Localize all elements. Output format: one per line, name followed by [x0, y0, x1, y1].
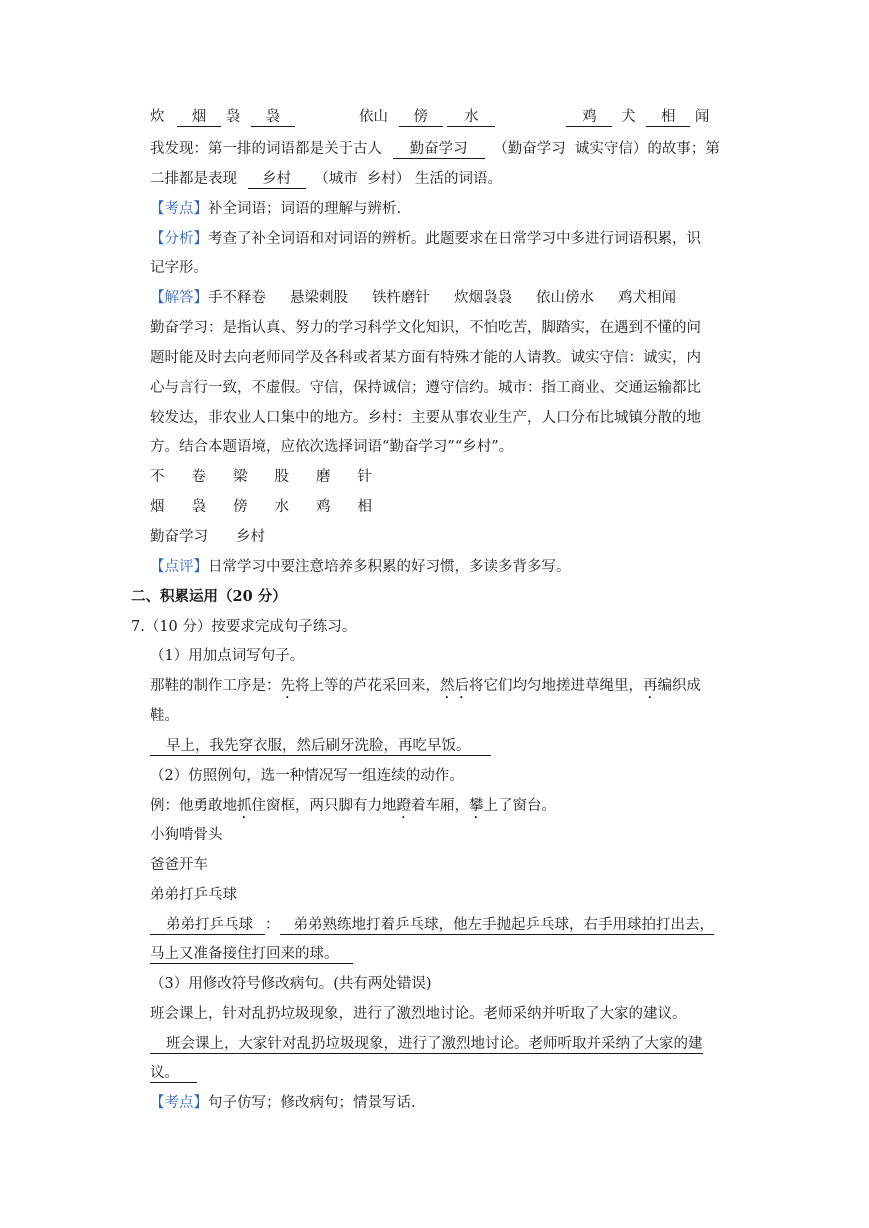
text: 将上等的芦花采回来， [295, 678, 440, 694]
answer-label: 弟弟打乒乓球 [150, 916, 265, 935]
jieda-word: 悬梁刺股 [290, 290, 348, 306]
dotted-word: 然后 [440, 678, 469, 694]
answer-char: 磨 [316, 469, 331, 485]
q7-sub2-answer-1 [150, 915, 714, 935]
tag-label: 【考点】 [150, 1095, 208, 1111]
blank-answer: 傍 [399, 108, 443, 127]
answer-char: 袅 [191, 499, 206, 515]
explain-line: 方。结合本题语境，应依次选择词语“勤奋学习”“乡村”。 [150, 439, 514, 455]
discover-line-1 [150, 139, 720, 159]
text: 补全词语；词语的理解与辨析. [208, 201, 402, 217]
text: 记字形。 [150, 260, 208, 276]
blank-answer: 鸡 [566, 108, 612, 127]
explain-line: 勤奋学习：是指认真、努力的学习科学文化知识，不怕吃苦，脚踏实，在遇到不懂的问 [150, 320, 701, 336]
text: 着车厢， [411, 798, 469, 814]
char: 依山 [359, 109, 389, 125]
jieda-line [150, 288, 676, 308]
explain-line: 较发达，非农业人口集中的地方。乡村：主要从事农业生产，人口分布比城镇分散的地 [150, 410, 701, 426]
jieda-word: 依山傍水 [536, 290, 594, 306]
q7-sub2-answer-2 [150, 944, 353, 964]
answer-line: 早上，我先穿衣服，然后刷牙洗脸，再吃早饭。 [150, 737, 491, 756]
q7-sub3-answer-1 [150, 1034, 703, 1054]
blank-answer: 袅 [251, 108, 295, 127]
answer-char: 股 [274, 469, 289, 485]
dianping [150, 557, 571, 577]
text: 那鞋的制作工序是： [150, 678, 281, 694]
text: 句子仿写；修改病句；情景写话. [208, 1095, 416, 1111]
dotted-word: 蹬 [396, 798, 411, 814]
kaodian-1 [150, 199, 401, 219]
char: 犬 [621, 109, 636, 125]
q7-sub2-option: 弟弟打乒乓球 [150, 887, 237, 903]
jieda-word: 手不释卷 [208, 290, 266, 306]
tag-label: 【分析】 [150, 231, 208, 247]
q7-sub1-title: （1）用加点词写句子。 [150, 648, 305, 664]
text: 例：他勇敢地 [150, 798, 237, 814]
word-blanks-row [150, 107, 709, 127]
q7-sub2-example [150, 796, 556, 822]
text: 日常学习中要注意培养多积累的好习惯，多读多背多写。 [208, 559, 571, 575]
blank-answer: 烟 [177, 108, 221, 127]
q7-sub2-option: 爸爸开车 [150, 857, 208, 873]
tag-label: 【点评】 [150, 559, 208, 575]
jieda-word: 铁杵磨针 [372, 290, 430, 306]
tag-label: 【考点】 [150, 201, 208, 217]
answer-word: 乡村 [236, 529, 265, 545]
answer-char: 梁 [233, 469, 248, 485]
section-heading: 二、积累运用（20 分） [131, 588, 287, 605]
q7-sub3-answer-2 [150, 1063, 197, 1083]
q7-sub3-text: 班会课上，针对乱扔垃圾现象，进行了激烈地讨论。老师采纳并听取了大家的建议。 [150, 1006, 687, 1022]
text: （城市 乡村） 生活的词语。 [314, 171, 503, 187]
dotted-word: 先 [280, 678, 295, 694]
blank-answer: 乡村 [248, 170, 306, 189]
q7-sub2-title: （2）仿照例句，选一种情况写一组连续的动作。 [150, 768, 464, 784]
answer-char: 烟 [150, 499, 165, 515]
blank-answer: 相 [646, 108, 690, 127]
discover-line-2 [150, 169, 502, 189]
q7-sub1-text [150, 676, 701, 702]
answer-char: 相 [357, 499, 372, 515]
text: 将它们均匀地搓进草绳里， [469, 678, 643, 694]
blank-answer: 水 [447, 108, 495, 127]
explain-line: 心与言行一致，不虚假。守信，保持诚信；遵守信约。城市：指工商业、交通运输都比 [150, 380, 701, 396]
dotted-word: 抓 [237, 798, 252, 814]
kaodian-2 [150, 1093, 416, 1113]
char: 炊 [150, 109, 165, 125]
tag-label: 【解答】 [150, 290, 208, 306]
question-7-title: 7.（10 分）按要求完成句子练习。 [131, 619, 357, 635]
answer-char: 傍 [233, 499, 248, 515]
char: 袅 [225, 109, 241, 125]
text: 上了窗台。 [483, 798, 556, 814]
answer-line: 马上又准备接住打回来的球。 [150, 945, 353, 964]
answer-row-1 [150, 467, 372, 487]
q7-sub2-option: 小狗啃骨头 [150, 827, 223, 843]
jieda-word: 炊烟袅袅 [454, 290, 512, 306]
explain-line: 题时能及时去向老师同学及各科或者某方面有特殊才能的人请教。诚实守信：诚实，内 [150, 350, 701, 366]
fenxi-line-2 [150, 258, 208, 278]
answer-char: 鸡 [316, 499, 331, 515]
char: 闻 [694, 109, 710, 125]
dotted-word: 再 [643, 678, 658, 694]
answer-char: 水 [274, 499, 289, 515]
text: 我发现：第一排的词语都是关于古人 [150, 141, 382, 157]
jieda-word: 鸡犬相闻 [618, 290, 676, 306]
text: 住窗框，两只脚有力地 [251, 798, 397, 814]
answer-char: 针 [357, 469, 372, 485]
blank-answer: 勤奋学习 [393, 140, 485, 159]
answer-row-3 [150, 527, 265, 547]
fenxi-line-1 [150, 229, 701, 249]
text: ： [265, 917, 280, 933]
text: 编织成 [657, 678, 701, 694]
answer-line: 议。 [150, 1064, 197, 1083]
q7-sub1-text-2: 鞋。 [150, 708, 179, 724]
text: （勤奋学习 诚实守信）的故事；第 [493, 141, 720, 157]
text: 二排都是表现 [150, 171, 237, 187]
answer-word: 勤奋学习 [150, 529, 208, 545]
answer-char: 不 [150, 469, 165, 485]
answer-line: 班会课上，大家针对乱扔垃圾现象，进行了激烈地讨论。老师听取并采纳了大家的建 [150, 1035, 703, 1054]
text: 考查了补全词语和对词语的辨析。此题要求在日常学习中多进行词语积累，识 [208, 231, 701, 247]
q7-sub3-title: （3）用修改符号修改病句。(共有两处错误) [150, 976, 432, 992]
q7-sub1-answer [150, 736, 491, 756]
answer-row-2 [150, 497, 372, 517]
answer-line: 弟弟熟练地打着乒乓球，他左手抛起乒乓球，右手用球拍打出去， [280, 916, 715, 935]
dotted-word: 攀 [469, 798, 484, 814]
answer-char: 卷 [191, 469, 206, 485]
